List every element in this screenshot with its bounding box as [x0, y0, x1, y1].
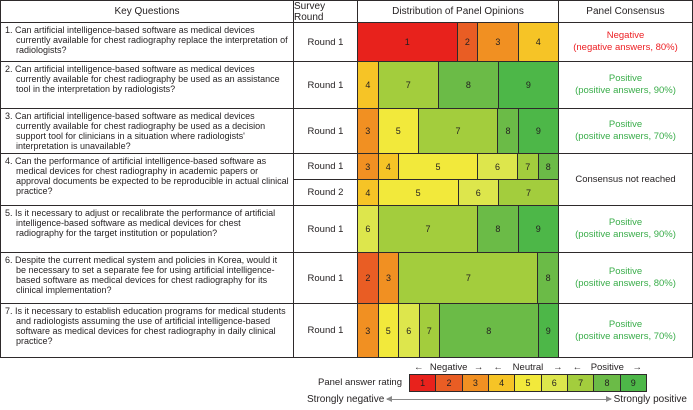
bar-segment-rating-6: 6	[358, 206, 378, 252]
legend-group-label: Neutral	[512, 361, 544, 373]
left-arrow-icon: ←	[493, 361, 503, 373]
round-row	[294, 304, 558, 357]
bar-segment-rating-9: 9	[518, 109, 558, 153]
table-row	[1, 108, 692, 153]
survey-round-cell: Round 1	[307, 125, 344, 137]
consensus-line: Positive	[608, 119, 643, 131]
rounds-group	[293, 206, 558, 252]
legend-scale-row	[307, 373, 687, 392]
bar-segment-rating-4: 4	[358, 180, 378, 205]
bar-segment-rating-6: 6	[477, 154, 517, 179]
distribution-bar	[357, 253, 558, 303]
question-cell: 4. Can the performance of artificial intelligence-based software as medical devices for chest radiography in academic papers or approval documents be expected to be reproducible in actual clinical practice?	[5, 156, 289, 197]
round-row	[294, 253, 558, 303]
legend-group-neutral	[488, 361, 567, 373]
legend-rating-cell-9: 9	[620, 375, 646, 391]
bar-segment-rating-5: 5	[378, 180, 458, 205]
question-cell: 5. Is it necessary to adjust or recalibrate the performance of artificial intelligence-based software as medical devices for chest radiography for the target institution or population?	[5, 208, 276, 239]
consensus-line: (positive answers, 80%)	[575, 278, 676, 289]
right-arrow-icon: →	[473, 361, 484, 373]
bar-segment-rating-7: 7	[498, 180, 558, 205]
round-row	[294, 179, 558, 205]
survey-round-cell: Round 1	[307, 79, 344, 91]
survey-round-cell: Round 1	[307, 272, 344, 284]
bar-segment-rating-3: 3	[358, 154, 378, 179]
question-cell: 2. Can artificial intelligence-based software as medical devices currently available for chest radiography be used as an assistance tool in the interpretation by radiologists?	[5, 64, 280, 95]
bar-segment-rating-3: 3	[378, 253, 399, 303]
consensus-cell	[558, 253, 692, 303]
strongly-positive-label: Strongly positive	[613, 393, 687, 405]
consensus-line: (positive answers, 90%)	[575, 229, 676, 240]
header-panel-consensus: Panel Consensus	[558, 1, 692, 22]
bar-segment-rating-6: 6	[398, 304, 419, 357]
consensus-cell	[558, 23, 692, 61]
bar-segment-rating-9: 9	[538, 304, 559, 357]
header-survey-round: Survey Round	[293, 1, 357, 22]
consensus-line: Positive	[608, 266, 643, 278]
survey-round-cell: Round 1	[307, 325, 344, 336]
legend-rating-cell-8: 8	[593, 375, 619, 391]
distribution-bar	[357, 109, 558, 153]
question-cell: 1. Can artificial intelligence-based software as medical devices currently available for chest radiography replace the interpretation of radiologists?	[5, 25, 288, 56]
bar-segment-rating-7: 7	[418, 109, 497, 153]
question-cell: 7. Is it necessary to establish education programs for medical students and radiologists assuming the use of artificial intelligence-based software as medical devices for chest radiography in daily clinical practice?	[5, 306, 286, 347]
survey-round-cell: Round 1	[307, 223, 344, 235]
bar-segment-rating-3: 3	[477, 23, 517, 61]
legend-range-row	[307, 392, 687, 406]
rounds-group	[293, 304, 558, 357]
bar-segment-rating-9: 9	[518, 206, 558, 252]
legend-rating-cell-5: 5	[514, 375, 540, 391]
survey-round-cell: Round 2	[307, 187, 344, 198]
legend-rating-cell-1: 1	[410, 375, 435, 391]
bar-segment-rating-6: 6	[458, 180, 498, 205]
round-row	[294, 206, 558, 252]
consensus-line: Consensus not reached	[575, 173, 676, 185]
legend-group-negative	[409, 361, 488, 373]
bar-segment-rating-3: 3	[358, 109, 378, 153]
bar-segment-rating-8: 8	[477, 206, 517, 252]
bar-segment-rating-7: 7	[378, 62, 438, 108]
consensus-line: (negative answers, 80%)	[573, 42, 678, 53]
bar-segment-rating-8: 8	[439, 304, 538, 357]
rounds-group	[293, 62, 558, 108]
table-header-row	[1, 1, 692, 22]
bar-segment-rating-9: 9	[498, 62, 558, 108]
distribution-bar	[357, 62, 558, 108]
bar-segment-rating-4: 4	[358, 62, 378, 108]
question-cell: 3. Can artificial intelligence-based software as medical devices currently available for chest radiography be used as a decision support tool for clinicians in a situation where radiologists' interpretation is unavailable?	[5, 111, 266, 152]
rounds-group	[293, 23, 558, 61]
table-row	[1, 205, 692, 252]
bar-segment-rating-7: 7	[419, 304, 440, 357]
distribution-bar	[357, 304, 558, 357]
bar-segment-rating-8: 8	[497, 109, 518, 153]
round-row	[294, 154, 558, 179]
bar-segment-rating-3: 3	[358, 304, 378, 357]
left-arrow-icon: ←	[572, 361, 583, 373]
legend-group-label: Positive	[590, 361, 624, 373]
legend-group-positive	[568, 361, 647, 373]
bar-segment-rating-4: 4	[518, 23, 558, 61]
legend-rating-scale	[409, 374, 647, 392]
consensus-line: Negative	[606, 30, 645, 42]
bar-segment-rating-5: 5	[378, 109, 418, 153]
legend-rating-cell-7: 7	[567, 375, 593, 391]
left-arrow-icon: ←	[414, 361, 424, 373]
bar-segment-rating-8: 8	[438, 62, 498, 108]
survey-round-cell: Round 1	[307, 161, 344, 172]
survey-round-cell: Round 1	[307, 36, 344, 48]
rounds-group	[293, 154, 558, 205]
right-arrow-icon: →	[553, 361, 563, 373]
bar-segment-rating-1: 1	[358, 23, 457, 61]
round-row	[294, 62, 558, 108]
distribution-bar	[357, 180, 558, 205]
strongly-negative-label: Strongly negative	[307, 393, 385, 405]
legend-group-label: Negative	[429, 361, 468, 373]
table-row	[1, 153, 692, 205]
bar-segment-rating-5: 5	[378, 304, 399, 357]
table-row	[1, 252, 692, 303]
consensus-cell	[558, 304, 692, 357]
consensus-line: (positive answers, 70%)	[575, 330, 676, 342]
double-arrow-icon	[387, 399, 610, 400]
header-key-questions: Key Questions	[114, 6, 180, 17]
consensus-line: (positive answers, 90%)	[575, 85, 676, 96]
question-cell: 6. Despite the current medical system and policies in Korea, would it be necessary to set a separate fee for using artificial intelligence-based software as medical devices for chest radiography for its clinical implementation?	[5, 255, 278, 296]
legend-rating-cell-4: 4	[488, 375, 514, 391]
consensus-cell	[558, 154, 692, 205]
bar-segment-rating-7: 7	[517, 154, 538, 179]
consensus-line: Positive	[608, 318, 643, 330]
header-distribution: Distribution of Panel Opinions	[357, 1, 558, 22]
consensus-cell	[558, 109, 692, 153]
rating-legend	[307, 361, 687, 406]
table-body	[1, 22, 692, 357]
round-row	[294, 109, 558, 153]
round-row	[294, 23, 558, 61]
bar-segment-rating-2: 2	[358, 253, 378, 303]
bar-segment-rating-4: 4	[378, 154, 399, 179]
rounds-group	[293, 253, 558, 303]
table-row	[1, 61, 692, 108]
distribution-bar	[357, 154, 558, 179]
distribution-bar	[357, 206, 558, 252]
bar-segment-rating-7: 7	[398, 253, 537, 303]
bar-segment-rating-8: 8	[537, 253, 558, 303]
rounds-group	[293, 109, 558, 153]
consensus-cell	[558, 206, 692, 252]
distribution-bar	[357, 23, 558, 61]
legend-rating-cell-3: 3	[462, 375, 488, 391]
bar-segment-rating-8: 8	[538, 154, 559, 179]
legend-group-labels	[409, 361, 647, 373]
bar-segment-rating-5: 5	[398, 154, 477, 179]
table-row	[1, 303, 692, 357]
bar-segment-rating-2: 2	[457, 23, 478, 61]
legend-rating-cell-6: 6	[541, 375, 567, 391]
consensus-line: Positive	[608, 217, 643, 229]
consensus-line: Positive	[608, 73, 643, 85]
table-row	[1, 22, 692, 61]
bar-segment-rating-7: 7	[378, 206, 478, 252]
legend-rating-cell-2: 2	[435, 375, 461, 391]
consensus-line: (positive answers, 70%)	[575, 131, 676, 142]
right-arrow-icon: →	[632, 361, 642, 373]
consensus-cell	[558, 62, 692, 108]
legend-label: Panel answer rating	[318, 377, 402, 388]
